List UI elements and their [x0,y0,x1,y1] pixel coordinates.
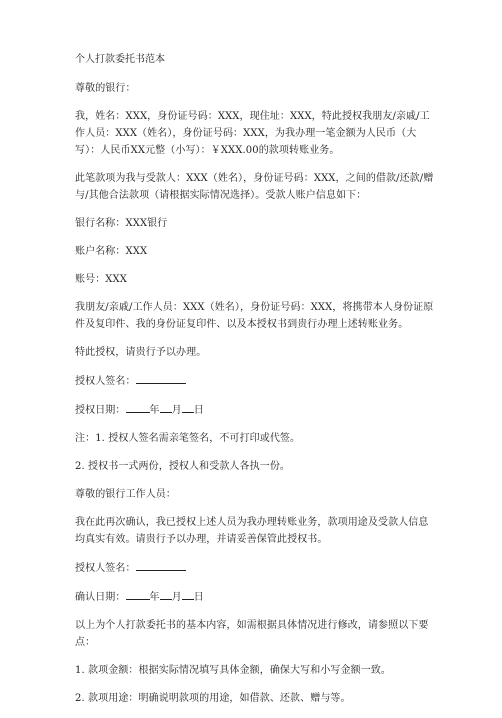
date-line-1 [75,401,435,419]
signature-line-2 [75,559,435,577]
bank-name: 银行名称：XXX银行 [75,218,168,229]
date-line-2 [75,588,435,606]
year-label: 年 [149,405,160,416]
signature-blank [136,372,186,384]
month-blank [160,401,172,413]
month-blank [160,588,172,600]
salutation-bank: 尊敬的银行： [75,83,136,94]
signature-blank [136,559,186,571]
year-label: 年 [149,592,160,603]
point-2: 2. 款项用途：明确说明款项的用途，如借款、还款、赠与等。 [75,693,351,704]
day-label: 日 [193,405,204,416]
day-label: 日 [193,592,204,603]
paragraph-agent: 我朋友/亲戚/工作人员：XXX（姓名），身份证号码：XXX，将携带本人身份证原件及复印件、我的身份证复印件、以及本授权书到贵行办理上述转账业务。 [75,302,434,330]
account-number: 账号：XXX [75,274,127,285]
point-1: 1. 款项金额：根据实际情况填写具体金额，确保大写和小写金额一致。 [75,665,392,676]
document-page [75,51,435,718]
signature-label: 授权人签名： [75,376,136,387]
account-name: 账户名称：XXX [75,246,148,257]
signature-label: 授权人签名： [75,563,136,574]
paragraph-authorization: 我，姓名：XXX，身份证号码：XXX，现住址：XXX，特此授权我朋友/亲戚/工作人员：XXX（姓名），身份证号码：XXX，为我办理一笔金额为人民币（大写）：人民币XX元整（小写）：￥XXX.00的款项转账业务。 [75,111,430,156]
month-label: 月 [171,405,182,416]
date-label: 授权日期： [75,405,126,416]
request-text: 特此授权，请贵行予以办理。 [75,347,207,358]
year-blank [126,401,150,413]
document-title: 个人打款委托书范本 [75,54,165,65]
day-blank [182,401,194,413]
summary-text: 以上为个人打款委托书的基本内容，如需根据具体情况进行修改，请参照以下要点： [75,620,429,648]
note-1: 注：1. 授权人签名需亲笔签名，不可打印或代签。 [75,433,301,444]
month-label: 月 [171,592,182,603]
signature-line-1 [75,372,435,390]
paragraph-payee: 此笔款项为我与受款人：XXX（姓名），身份证号码：XXX，之间的借款/还款/赠与/其他合法款项（请根据实际情况选择）。受款人账户信息如下： [75,173,434,201]
date-label: 确认日期： [75,592,126,603]
paragraph-confirmation: 我在此再次确认，我已授权上述人员为我办理转账业务，款项用途及受款人信息均真实有效。请贵行予以办理，并请妥善保管此授权书。 [75,517,429,545]
note-2: 2. 授权书一式两份，授权人和受款人各执一份。 [75,461,291,472]
salutation-staff: 尊敬的银行工作人员： [75,489,176,500]
day-blank [182,588,194,600]
year-blank [126,588,150,600]
